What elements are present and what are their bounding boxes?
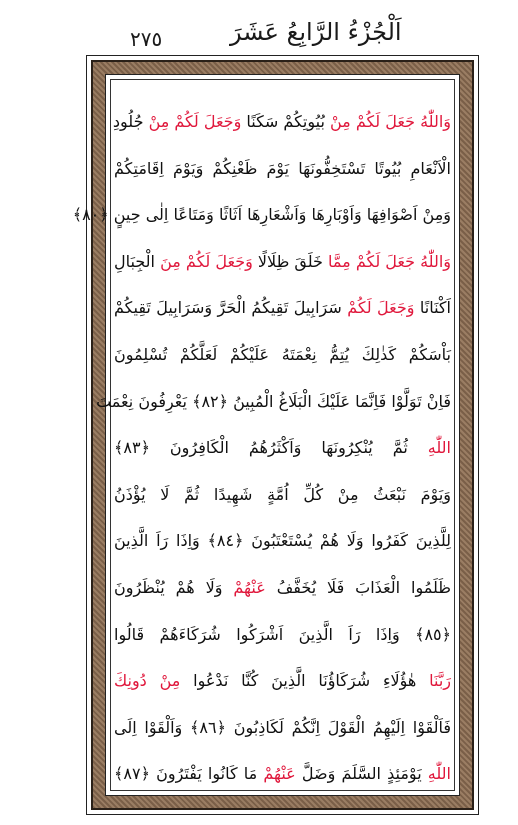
highlighted-phrase: عَنْهُمْ [263, 764, 296, 784]
verse-line [114, 285, 451, 332]
verse-phrase: وَمِنْ اَصْوَافِهَا وَاَوْبَارِهَا وَاَشْعَارِهَا اَثَاثًا وَمَتَاعًا اِلٰى حِينٍ ﴿٨٠﴾ [72, 205, 451, 225]
verse-phrase: فَاَلْقَوْا اِلَيْهِمُ الْقَوْلَ اِنَّكُمْ لَكَاذِبُونَ ﴿٨٦﴾ وَاَلْقَوْا اِلَى [114, 717, 451, 737]
verse-phrase: الْجِبَالِ [114, 251, 161, 271]
verse-line [114, 518, 451, 565]
verse-line [114, 705, 451, 752]
highlighted-phrase: اللّٰهِ [427, 764, 451, 784]
verse-line [114, 658, 451, 705]
ornamental-border [72, 60, 474, 810]
verse-phrase: خَلَقَ ظِلَالًا [252, 251, 329, 271]
verse-phrase: وَلَا هُمْ يُنْظَرُونَ [114, 577, 234, 597]
verse-line [114, 751, 451, 798]
highlighted-phrase: رَبَّنَا [429, 671, 452, 691]
verse-phrase: يَوْمَئِذٍ السَّلَمَ وَضَلَّ [295, 764, 428, 784]
page-frame [72, 55, 479, 815]
verse-phrase: سَرَابِيلَ تَقِيكُمُ الْحَرَّ وَسَرَابِيلَ تَقِيكُمْ [114, 298, 348, 318]
highlighted-phrase: وَجَعَلَ لَكُمْ [347, 298, 415, 318]
verse-phrase: مَا كَانُوا يَفْتَرُونَ ﴿٨٧﴾ [114, 764, 264, 784]
verse-phrase: ظَلَمُوا الْعَذَابَ فَلَا يُخَفَّفُ [265, 577, 452, 597]
highlighted-phrase: وَاللّٰهُ جَعَلَ لَكُمْ مِمَّا [328, 251, 452, 271]
verse-line [114, 146, 451, 193]
highlighted-phrase: وَجَعَلَ لَكُمْ مِنَ [160, 251, 253, 271]
verse-phrase: وَيَوْمَ نَبْعَثُ مِنْ كُلِّ اُمَّةٍ شَهِيدًا ثُمَّ لَا يُؤْذَنُ [114, 484, 451, 504]
verse-line [96, 379, 451, 426]
highlighted-phrase: عَنْهُمْ [233, 577, 266, 597]
verse-phrase: فَاِنْ تَوَلَّوْا فَاِنَّمَا عَلَيْكَ الْبَلَاغُ الْمُبِينُ ﴿٨٢﴾ يَعْرِفُونَ نِعْمَتَ [96, 391, 451, 411]
verse-phrase: اَكْنَانًا [414, 298, 451, 318]
verse-phrase: جُلُودِ [112, 112, 149, 131]
page-header [0, 0, 518, 56]
verse-line [72, 192, 451, 239]
verse-phrase: ﴿٨٥﴾ وَاِذَا رَاَ الَّذِينَ اَشْرَكُوا شُرَكَاءَهُمْ قَالُوا [114, 624, 451, 644]
verse-line [114, 612, 451, 659]
highlighted-phrase: مِنْ دُونِكَ [114, 671, 181, 691]
text-panel [72, 74, 460, 796]
verse-phrase: بُيُوتِكُمْ سَكَنًا [241, 112, 330, 131]
verse-line [114, 239, 451, 286]
verse-line [114, 425, 451, 472]
verse-phrase: لِلَّذِينَ كَفَرُوا وَلَا هُمْ يُسْتَعْتَبُونَ ﴿٨٤﴾ وَاِذَا رَاَ الَّذِينَ [114, 531, 451, 551]
highlighted-phrase: اللّٰهِ [427, 438, 451, 458]
verse-line [114, 332, 451, 379]
verse-phrase: ثُمَّ يُنْكِرُونَهَا وَاَكْثَرُهُمُ الْكَافِرُونَ ﴿٨٣﴾ [114, 438, 428, 458]
page-number: ٢٧٥ [130, 27, 163, 51]
highlighted-phrase: وَاللّٰهُ جَعَلَ لَكُمْ مِنْ [329, 112, 451, 131]
verse-line [114, 472, 451, 519]
verse-line [114, 565, 451, 612]
verse-phrase: الْاَنْعَامِ بُيُوتًا تَسْتَخِفُّونَهَا يَوْمَ ظَعْنِكُمْ وَيَوْمَ اِقَامَتِكُمْ [114, 158, 451, 178]
verse-line [114, 99, 451, 146]
verse-phrase: هٰؤُلَاءِ شُرَكَاؤُنَا الَّذِينَ كُنَّا نَدْعُوا [180, 671, 430, 691]
highlighted-phrase: وَجَعَلَ لَكُمْ مِنْ [148, 112, 242, 131]
verse-text-block [72, 99, 452, 798]
juz-title: اَلْجُزْءُ الرَّابِعُ عَشَرَ [230, 18, 402, 46]
verse-phrase: بَاْسَكُمْ كَذٰلِكَ يُتِمُّ نِعْمَتَهُ عَلَيْكُمْ لَعَلَّكُمْ تُسْلِمُونَ [114, 344, 451, 364]
